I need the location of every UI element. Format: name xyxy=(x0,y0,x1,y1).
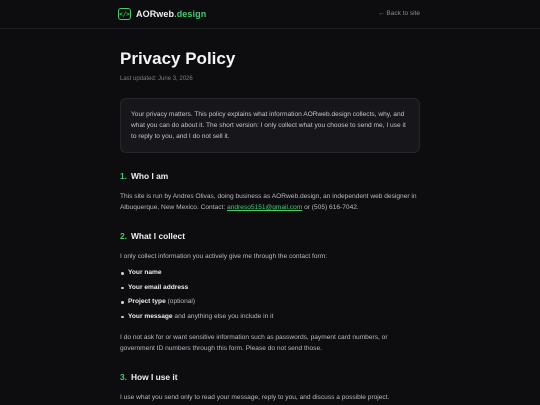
list-item: Project type (optional) xyxy=(120,297,420,307)
collected-data-list xyxy=(120,268,420,322)
section-outro-what-i-collect: I do not ask for or want sensitive information such as passwords, payment card numbers, or government ID numbers through this form. Please do not send those. xyxy=(120,333,388,352)
email-link[interactable]: andreso5151@gmail.com xyxy=(227,204,303,211)
list-item: Your email address xyxy=(120,283,420,293)
top-navigation-bar xyxy=(0,0,540,29)
section-text-who-i-am: This site is run by Andres Olivas, doing business as AORweb.design, an independent web designer in Albuquerque, New Mexico. Contact: andreso5151@gmail.com or (505) 616-7042. xyxy=(120,193,417,211)
section-heading-who-i-am: 1. Who I am xyxy=(120,171,169,181)
intro-callout: Your privacy matters. This policy explains what information AORweb.design collects, why, and what you can do about it. The short version: I only collect what you choose to send me, I use it to reply to you, and I do not sell it. xyxy=(120,98,420,153)
list-item: Your message and anything else you include in it xyxy=(120,312,420,322)
section-text-how-i-use-it: I use what you send only to read your message, reply to you, and discuss a possible project. xyxy=(120,393,390,401)
brand-name: AORweb.design xyxy=(136,9,207,19)
page-title: Privacy Policy xyxy=(120,49,236,68)
section-intro-what-i-collect: I only collect information you actively give me through the contact form: xyxy=(120,253,328,260)
back-to-site-link[interactable]: ← Back to site xyxy=(378,10,420,17)
code-icon: </> xyxy=(118,8,131,20)
section-heading-how-i-use-it: 3. How I use it xyxy=(120,371,178,382)
section-heading-what-i-collect: 2. What I collect xyxy=(120,231,185,241)
list-item: Your name xyxy=(120,268,420,278)
brand-logo-link[interactable] xyxy=(118,8,206,20)
last-updated-date: Last updated: June 3, 2026 xyxy=(120,76,193,82)
policy-content xyxy=(120,48,420,403)
